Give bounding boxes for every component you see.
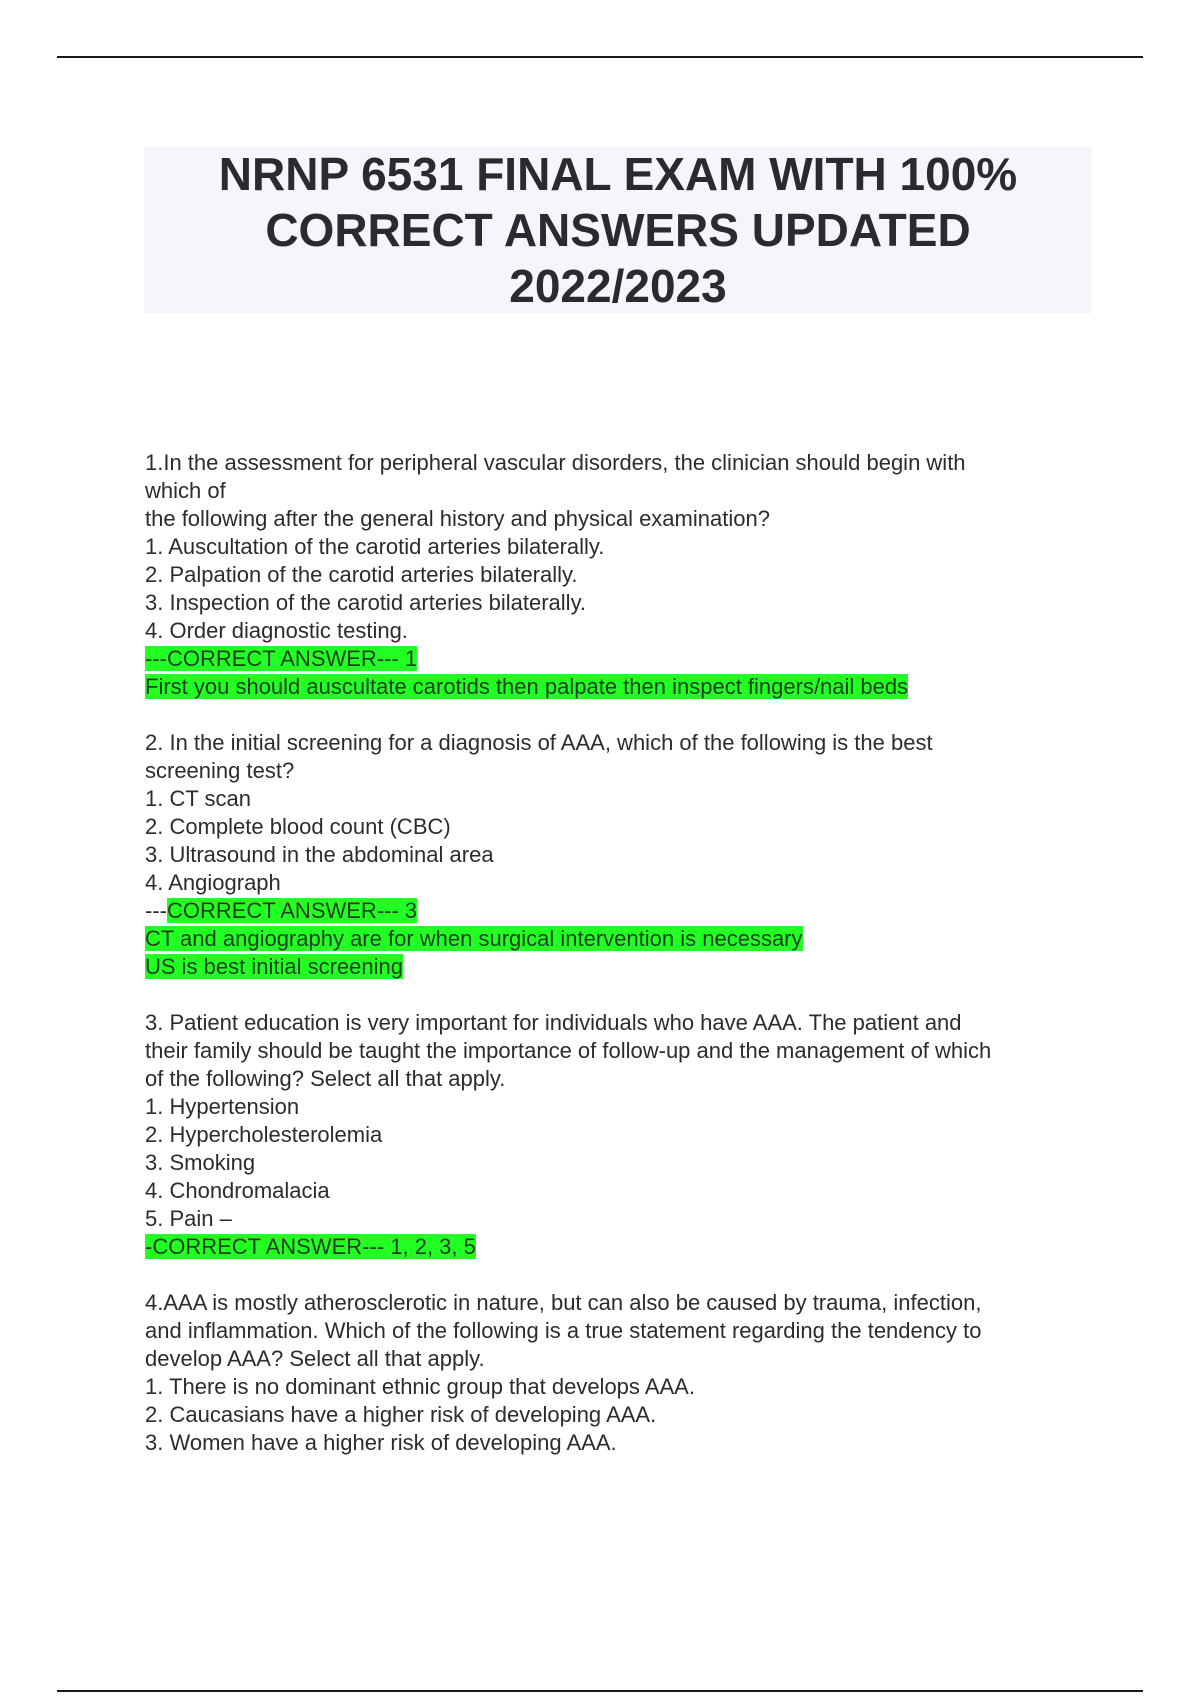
answer-option: 1. Auscultation of the carotid arteries bilaterally. [145,534,605,559]
answer-option: 5. Pain – [145,1206,232,1231]
question-stem-line: 2. In the initial screening for a diagnosis of AAA, which of the following is the best [145,730,933,755]
correct-answer-highlight: -CORRECT ANSWER--- 1, 2, 3, 5 [145,1234,476,1259]
answer-option: 1. There is no dominant ethnic group that develops AAA. [145,1374,695,1399]
answer-option: 2. Hypercholesterolemia [145,1122,383,1147]
answer-option: 3. Women have a higher risk of developing AAA. [145,1430,617,1455]
question-2 [145,729,1105,981]
answer-option: 1. Hypertension [145,1094,300,1119]
question-4 [145,1289,1105,1457]
answer-option: 4. Chondromalacia [145,1178,330,1203]
title-line: CORRECT ANSWERS UPDATED [265,203,971,256]
correct-answer-line [145,645,1105,673]
exam-content [145,449,1105,1485]
answer-option: 3. Inspection of the carotid arteries bilaterally. [145,590,587,615]
rationale-highlight: First you should auscultate carotids then palpate then inspect fingers/nail beds [145,674,909,699]
answer-option: 1. CT scan [145,786,251,811]
question-stem-line: 1.In the assessment for peripheral vascular disorders, the clinician should begin with [145,450,966,475]
title-line: 2022/2023 [509,259,727,312]
question-stem-line: develop AAA? Select all that apply. [145,1346,485,1371]
question-stem-line: screening test? [145,758,295,783]
correct-answer-line [145,897,1105,925]
answer-option: 3. Smoking [145,1150,256,1175]
document-title [219,146,1017,314]
answer-rationale-line [145,953,1105,981]
top-rule [57,56,1143,58]
correct-answer-highlight: ---CORRECT ANSWER--- 1 [145,646,418,671]
answer-rationale-line [145,673,1105,701]
rationale-highlight: US is best initial screening [145,954,404,979]
answer-option: 2. Caucasians have a higher risk of developing AAA. [145,1402,657,1427]
title-banner [144,146,1092,313]
question-stem-line: their family should be taught the importance of follow-up and the management of which [145,1038,992,1063]
correct-answer-line [145,1233,1105,1261]
question-3 [145,1009,1105,1261]
question-stem-line: of the following? Select all that apply. [145,1066,506,1091]
question-stem-line: which of [145,478,226,503]
answer-option: 4. Order diagnostic testing. [145,618,408,643]
title-line: NRNP 6531 FINAL EXAM WITH 100% [218,147,1018,200]
answer-option: 2. Palpation of the carotid arteries bilaterally. [145,562,578,587]
answer-prefix: --- [145,898,167,923]
answer-rationale-line [145,925,1105,953]
bottom-rule [57,1690,1143,1692]
question-stem-line: the following after the general history and physical examination? [145,506,770,531]
question-stem-line: 4.AAA is mostly atherosclerotic in nature, but can also be caused by trauma, infection, [145,1290,982,1315]
question-1 [145,449,1105,701]
question-stem-line: 3. Patient education is very important for individuals who have AAA. The patient and [145,1010,962,1035]
rationale-highlight: CT and angiography are for when surgical intervention is necessary [145,926,803,951]
answer-option: 2. Complete blood count (CBC) [145,814,451,839]
correct-answer-highlight: CORRECT ANSWER--- 3 [166,898,418,923]
answer-option: 3. Ultrasound in the abdominal area [145,842,494,867]
answer-option: 4. Angiograph [145,870,281,895]
question-stem-line: and inflammation. Which of the following is a true statement regarding the tendency to [145,1318,982,1343]
